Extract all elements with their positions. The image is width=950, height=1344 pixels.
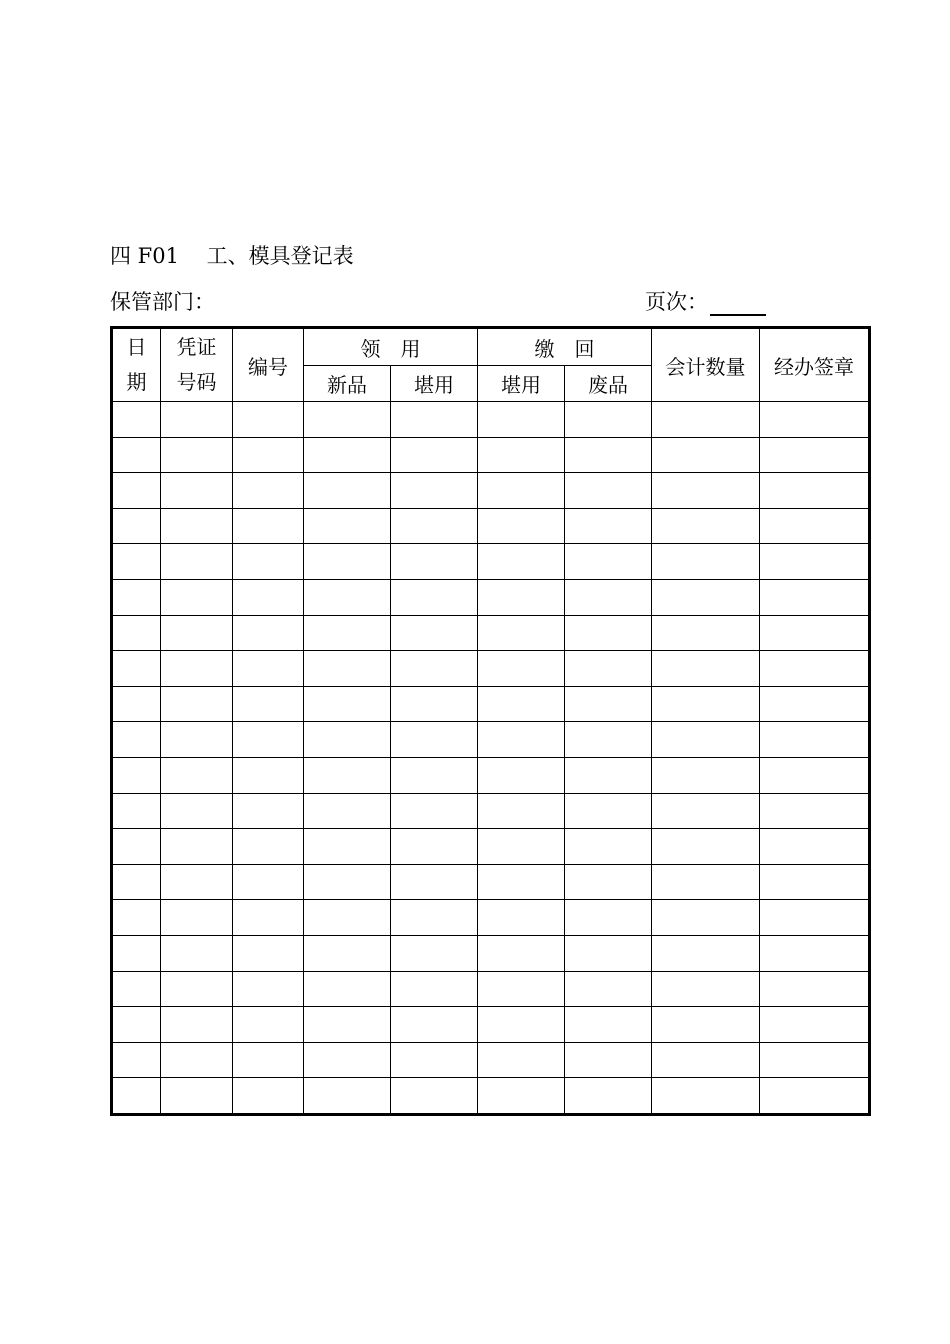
cell-handler-signature[interactable] [760, 508, 870, 544]
cell-voucher-number[interactable] [161, 437, 233, 473]
cell-return-usable[interactable] [478, 473, 565, 509]
cell-handler-signature[interactable] [760, 935, 870, 971]
form-title: 四 F01 工、模具登记表 [110, 244, 354, 268]
cell-return-scrap[interactable] [565, 437, 652, 473]
cell-handler-signature[interactable] [760, 1007, 870, 1043]
cell-receive-new[interactable] [304, 508, 391, 544]
cell-return-scrap[interactable] [565, 544, 652, 580]
cell-receive-new[interactable] [304, 1078, 391, 1115]
cell-handler-signature[interactable] [760, 793, 870, 829]
cell-return-usable[interactable] [478, 402, 565, 438]
cell-return-scrap[interactable] [565, 757, 652, 793]
cell-return-scrap[interactable] [565, 1078, 652, 1115]
cell-date[interactable] [112, 900, 161, 936]
cell-number[interactable] [233, 971, 304, 1007]
cell-accounting-quantity[interactable] [652, 579, 760, 615]
cell-receive-new[interactable] [304, 864, 391, 900]
cell-date[interactable] [112, 686, 161, 722]
cell-accounting-quantity[interactable] [652, 1078, 760, 1115]
page-number-blank[interactable] [710, 292, 766, 316]
cell-handler-signature[interactable] [760, 1042, 870, 1078]
cell-number[interactable] [233, 1078, 304, 1115]
table-row [112, 722, 870, 758]
table-row [112, 508, 870, 544]
cell-return-usable[interactable] [478, 829, 565, 865]
cell-number[interactable] [233, 1042, 304, 1078]
cell-receive-new[interactable] [304, 473, 391, 509]
cell-voucher-number[interactable] [161, 757, 233, 793]
page-number-field [645, 288, 766, 316]
cell-date[interactable] [112, 1042, 161, 1078]
cell-accounting-quantity[interactable] [652, 508, 760, 544]
cell-number[interactable] [233, 722, 304, 758]
cell-accounting-quantity[interactable] [652, 651, 760, 687]
table-row [112, 793, 870, 829]
cell-receive-usable[interactable] [391, 473, 478, 509]
cell-voucher-number[interactable] [161, 864, 233, 900]
cell-handler-signature[interactable] [760, 402, 870, 438]
cell-handler-signature[interactable] [760, 651, 870, 687]
cell-return-usable[interactable] [478, 757, 565, 793]
cell-number[interactable] [233, 1007, 304, 1043]
cell-receive-usable[interactable] [391, 722, 478, 758]
cell-number[interactable] [233, 579, 304, 615]
cell-handler-signature[interactable] [760, 579, 870, 615]
cell-handler-signature[interactable] [760, 829, 870, 865]
cell-number[interactable] [233, 757, 304, 793]
cell-accounting-quantity[interactable] [652, 402, 760, 438]
cell-accounting-quantity[interactable] [652, 935, 760, 971]
col-header-date [112, 328, 161, 402]
cell-handler-signature[interactable] [760, 971, 870, 1007]
cell-return-scrap[interactable] [565, 615, 652, 651]
cell-receive-new[interactable] [304, 757, 391, 793]
cell-return-usable[interactable] [478, 615, 565, 651]
cell-handler-signature[interactable] [760, 900, 870, 936]
cell-voucher-number[interactable] [161, 722, 233, 758]
cell-voucher-number[interactable] [161, 1042, 233, 1078]
cell-date[interactable] [112, 829, 161, 865]
cell-accounting-quantity[interactable] [652, 686, 760, 722]
cell-receive-new[interactable] [304, 402, 391, 438]
table-row [112, 544, 870, 580]
cell-receive-usable[interactable] [391, 1007, 478, 1043]
cell-number[interactable] [233, 402, 304, 438]
col-header-voucher-number [161, 328, 233, 402]
cell-return-scrap[interactable] [565, 651, 652, 687]
cell-return-usable[interactable] [478, 935, 565, 971]
cell-date[interactable] [112, 1078, 161, 1115]
cell-receive-new[interactable] [304, 935, 391, 971]
cell-return-scrap[interactable] [565, 508, 652, 544]
table-row [112, 686, 870, 722]
cell-handler-signature[interactable] [760, 722, 870, 758]
register-body [112, 402, 870, 1115]
table-row [112, 971, 870, 1007]
cell-return-usable[interactable] [478, 864, 565, 900]
cell-receive-usable[interactable] [391, 971, 478, 1007]
cell-receive-new[interactable] [304, 544, 391, 580]
col-header-handler-signature: 经办签章 [760, 328, 870, 402]
cell-number[interactable] [233, 508, 304, 544]
table-row [112, 935, 870, 971]
cell-receive-usable[interactable] [391, 864, 478, 900]
cell-accounting-quantity[interactable] [652, 793, 760, 829]
cell-accounting-quantity[interactable] [652, 1007, 760, 1043]
cell-return-scrap[interactable] [565, 473, 652, 509]
cell-return-scrap[interactable] [565, 864, 652, 900]
cell-date[interactable] [112, 971, 161, 1007]
cell-accounting-quantity[interactable] [652, 971, 760, 1007]
cell-receive-new[interactable] [304, 722, 391, 758]
cell-receive-usable[interactable] [391, 793, 478, 829]
col-header-return-scrap: 废品 [565, 366, 652, 402]
cell-handler-signature[interactable] [760, 473, 870, 509]
cell-handler-signature[interactable] [760, 864, 870, 900]
col-header-receive-group: 领 用 [304, 328, 478, 366]
cell-receive-usable[interactable] [391, 757, 478, 793]
cell-receive-usable[interactable] [391, 544, 478, 580]
cell-accounting-quantity[interactable] [652, 864, 760, 900]
cell-date[interactable] [112, 579, 161, 615]
cell-return-scrap[interactable] [565, 829, 652, 865]
cell-number[interactable] [233, 615, 304, 651]
cell-receive-usable[interactable] [391, 437, 478, 473]
cell-accounting-quantity[interactable] [652, 473, 760, 509]
cell-receive-usable[interactable] [391, 508, 478, 544]
cell-return-usable[interactable] [478, 900, 565, 936]
cell-handler-signature[interactable] [760, 757, 870, 793]
tool-mold-register-table [110, 326, 871, 1116]
cell-return-scrap[interactable] [565, 793, 652, 829]
col-header-receive-new: 新品 [304, 366, 391, 402]
table-row [112, 579, 870, 615]
cell-return-usable[interactable] [478, 686, 565, 722]
cell-receive-usable[interactable] [391, 935, 478, 971]
col-header-date-line1: 日 [126, 335, 147, 359]
cell-number[interactable] [233, 437, 304, 473]
cell-number[interactable] [233, 544, 304, 580]
cell-handler-signature[interactable] [760, 1078, 870, 1115]
cell-return-scrap[interactable] [565, 722, 652, 758]
cell-accounting-quantity[interactable] [652, 437, 760, 473]
cell-receive-new[interactable] [304, 971, 391, 1007]
cell-number[interactable] [233, 900, 304, 936]
table-row [112, 437, 870, 473]
cell-date[interactable] [112, 1007, 161, 1043]
table-row [112, 900, 870, 936]
cell-handler-signature[interactable] [760, 615, 870, 651]
cell-return-usable[interactable] [478, 793, 565, 829]
cell-number[interactable] [233, 864, 304, 900]
cell-voucher-number[interactable] [161, 971, 233, 1007]
table-row [112, 757, 870, 793]
cell-voucher-number[interactable] [161, 579, 233, 615]
cell-voucher-number[interactable] [161, 935, 233, 971]
cell-handler-signature[interactable] [760, 544, 870, 580]
cell-voucher-number[interactable] [161, 473, 233, 509]
table-row [112, 402, 870, 438]
cell-accounting-quantity[interactable] [652, 722, 760, 758]
cell-receive-usable[interactable] [391, 686, 478, 722]
cell-handler-signature[interactable] [760, 437, 870, 473]
col-header-number: 编号 [233, 328, 304, 402]
cell-receive-new[interactable] [304, 1042, 391, 1078]
cell-return-scrap[interactable] [565, 935, 652, 971]
cell-return-usable[interactable] [478, 437, 565, 473]
table-row [112, 864, 870, 900]
cell-accounting-quantity[interactable] [652, 829, 760, 865]
cell-receive-new[interactable] [304, 829, 391, 865]
cell-receive-new[interactable] [304, 900, 391, 936]
cell-number[interactable] [233, 686, 304, 722]
cell-return-usable[interactable] [478, 544, 565, 580]
cell-receive-new[interactable] [304, 1007, 391, 1043]
cell-date[interactable] [112, 651, 161, 687]
cell-return-scrap[interactable] [565, 900, 652, 936]
cell-date[interactable] [112, 437, 161, 473]
cell-voucher-number[interactable] [161, 900, 233, 936]
table-row [112, 1042, 870, 1078]
col-header-voucher-line2: 号码 [176, 370, 217, 394]
cell-voucher-number[interactable] [161, 686, 233, 722]
cell-date[interactable] [112, 615, 161, 651]
cell-receive-new[interactable] [304, 651, 391, 687]
col-header-return-usable: 堪用 [478, 366, 565, 402]
cell-voucher-number[interactable] [161, 544, 233, 580]
cell-receive-usable[interactable] [391, 1078, 478, 1115]
col-header-return-group: 缴 回 [478, 328, 652, 366]
col-header-accounting-quantity: 会计数量 [652, 328, 760, 402]
cell-receive-new[interactable] [304, 686, 391, 722]
cell-handler-signature[interactable] [760, 686, 870, 722]
cell-number[interactable] [233, 793, 304, 829]
cell-voucher-number[interactable] [161, 508, 233, 544]
cell-receive-new[interactable] [304, 615, 391, 651]
cell-accounting-quantity[interactable] [652, 1042, 760, 1078]
cell-date[interactable] [112, 402, 161, 438]
col-header-receive-usable: 堪用 [391, 366, 478, 402]
cell-number[interactable] [233, 651, 304, 687]
cell-accounting-quantity[interactable] [652, 544, 760, 580]
cell-date[interactable] [112, 508, 161, 544]
cell-return-usable[interactable] [478, 1007, 565, 1043]
cell-date[interactable] [112, 757, 161, 793]
cell-return-scrap[interactable] [565, 971, 652, 1007]
cell-return-usable[interactable] [478, 651, 565, 687]
cell-return-usable[interactable] [478, 1078, 565, 1115]
cell-voucher-number[interactable] [161, 1007, 233, 1043]
cell-date[interactable] [112, 935, 161, 971]
cell-number[interactable] [233, 829, 304, 865]
cell-return-usable[interactable] [478, 579, 565, 615]
cell-accounting-quantity[interactable] [652, 900, 760, 936]
page-number-label: 页次： [645, 290, 708, 314]
cell-return-usable[interactable] [478, 722, 565, 758]
cell-receive-usable[interactable] [391, 615, 478, 651]
table-row [112, 615, 870, 651]
cell-voucher-number[interactable] [161, 1078, 233, 1115]
cell-voucher-number[interactable] [161, 829, 233, 865]
cell-receive-new[interactable] [304, 579, 391, 615]
cell-receive-usable[interactable] [391, 829, 478, 865]
cell-date[interactable] [112, 473, 161, 509]
cell-receive-new[interactable] [304, 437, 391, 473]
cell-number[interactable] [233, 935, 304, 971]
table-row [112, 473, 870, 509]
table-row [112, 651, 870, 687]
cell-receive-usable[interactable] [391, 402, 478, 438]
cell-return-scrap[interactable] [565, 686, 652, 722]
cell-receive-usable[interactable] [391, 1042, 478, 1078]
col-header-date-line2: 期 [126, 370, 147, 394]
col-header-voucher-line1: 凭证 [176, 335, 217, 359]
cell-date[interactable] [112, 793, 161, 829]
cell-voucher-number[interactable] [161, 402, 233, 438]
cell-return-usable[interactable] [478, 1042, 565, 1078]
cell-date[interactable] [112, 722, 161, 758]
cell-number[interactable] [233, 473, 304, 509]
cell-voucher-number[interactable] [161, 651, 233, 687]
table-row [112, 829, 870, 865]
cell-date[interactable] [112, 544, 161, 580]
cell-return-usable[interactable] [478, 508, 565, 544]
cell-accounting-quantity[interactable] [652, 615, 760, 651]
cell-voucher-number[interactable] [161, 615, 233, 651]
table-row [112, 1078, 870, 1115]
cell-receive-usable[interactable] [391, 579, 478, 615]
cell-receive-usable[interactable] [391, 900, 478, 936]
cell-return-usable[interactable] [478, 971, 565, 1007]
cell-receive-new[interactable] [304, 793, 391, 829]
cell-return-scrap[interactable] [565, 1042, 652, 1078]
cell-return-scrap[interactable] [565, 579, 652, 615]
cell-return-scrap[interactable] [565, 1007, 652, 1043]
cell-receive-usable[interactable] [391, 651, 478, 687]
cell-accounting-quantity[interactable] [652, 757, 760, 793]
cell-return-scrap[interactable] [565, 402, 652, 438]
cell-date[interactable] [112, 864, 161, 900]
department-label: 保管部门： [110, 290, 215, 314]
cell-voucher-number[interactable] [161, 793, 233, 829]
table-row [112, 1007, 870, 1043]
